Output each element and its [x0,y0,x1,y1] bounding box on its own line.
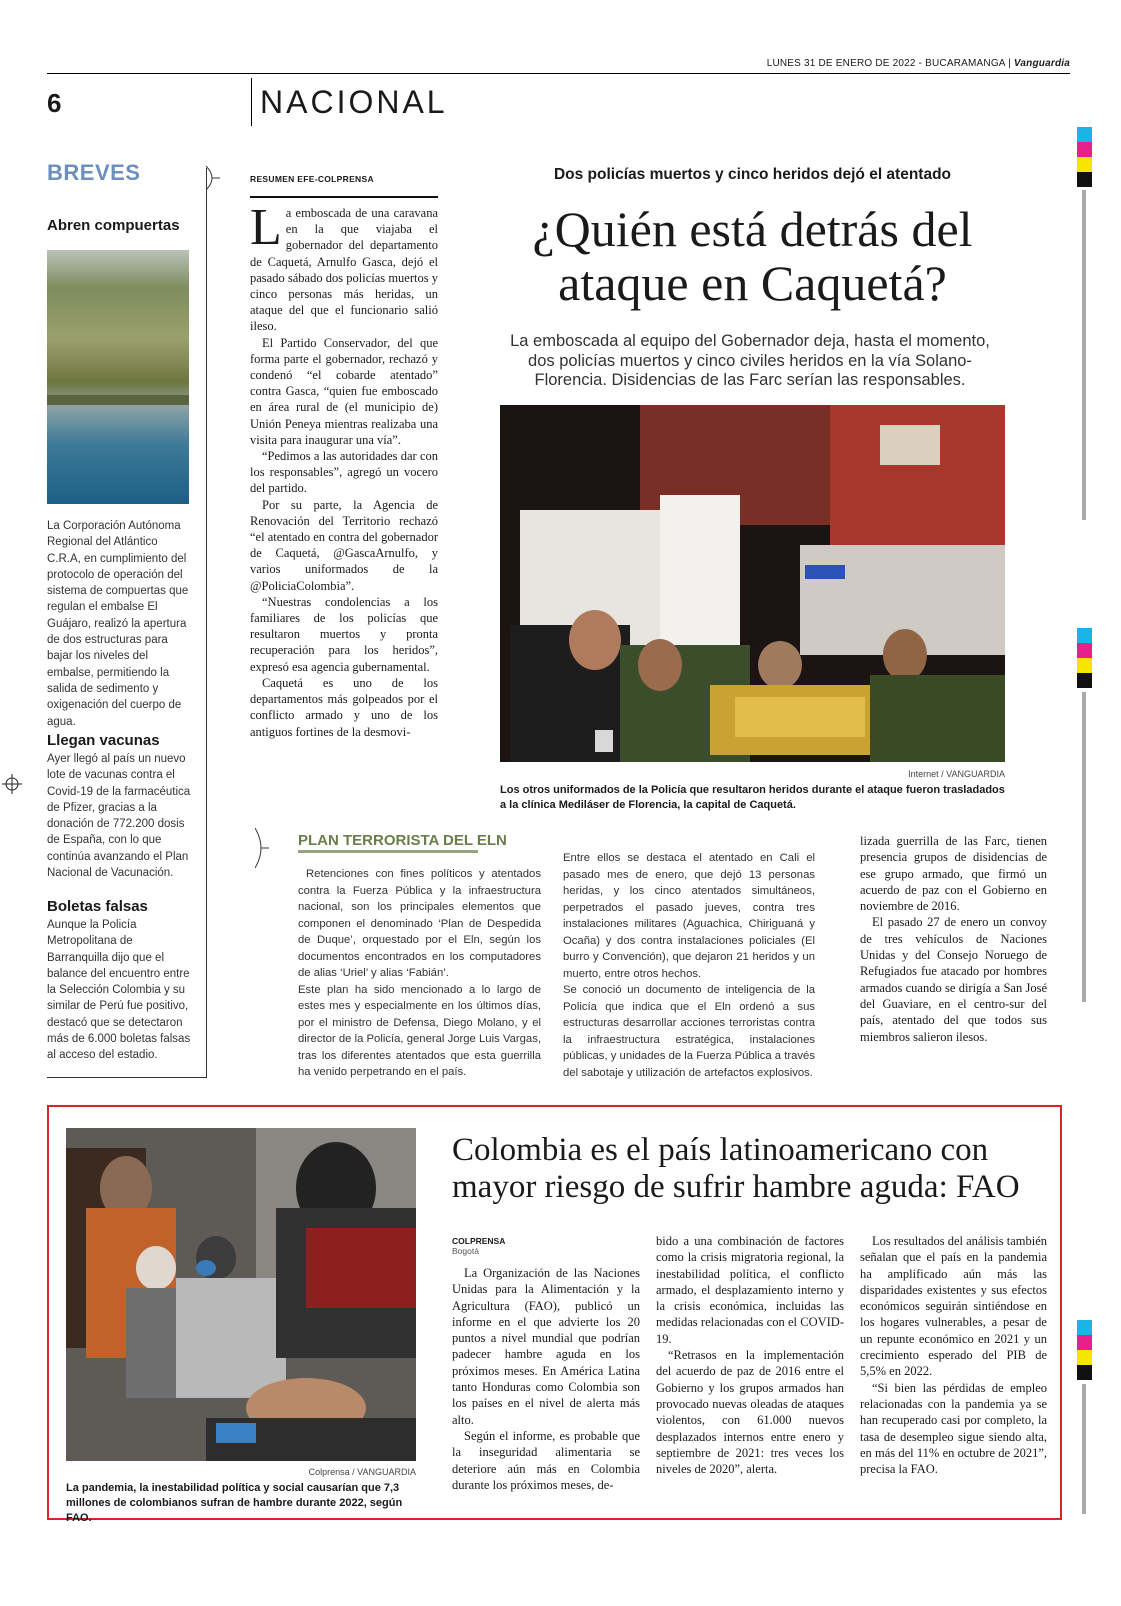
fao-paragraph: bido a una combinación de factores como la crisis migratoria regional, la inestabilidad política, el conflicto armado, el desplazamiento interno y la crisis económica, incluidas las medidas relacionadas con el COVID-19. [656,1234,844,1346]
breves-title: BREVES [47,160,141,185]
eln-title: PLAN TERRORISTA DEL ELN [298,832,507,849]
story-paragraph: “Pedimos a las autoridades dar con los responsables”, agregó un vocero del partido. [250,449,438,496]
eln-paragraph: Retenciones con fines políticos y atentados contra la Fuerza Pública y la infraestructura nacional, son los principales elementos que componen el denominado ‘Plan de Despedida de Duque’, orquestado por el Eln, según los documentos encontrados en los computadores de alias ‘Uriel’ y alias ‘Fabián’. [298,868,541,979]
story-paragraph: Caquetá es uno de los departamentos más golpeados por el conflicto armado y uno de los antiguos fortines de la desmovi- [250,675,438,739]
fao-kicker: COLPRENSA [452,1236,506,1246]
bracket-icon [255,828,269,868]
breve-headline: Llegan vacunas [47,732,160,749]
breve-body: Ayer llegó al país un nuevo lote de vacunas contra el Covid-19 de la farmacéutica de Pfizer, gracias a la donación de 772.200 dosis de España, con lo que continúa avanzando el Plan Nacional de Vacunación. [47,753,191,880]
first-paragraph: La emboscada de una caravana en la que viajaba el gobernador del departamento de Caquetá, Arnulfo Gasca, dejó el pasado sábado dos policías muertos y cinco personas más heridas, un ataque del que el funcionario salió ileso. [250,199,438,334]
header-rule [47,73,1070,74]
breve-headline: Abren compuertas [47,217,180,234]
reservoir-photo-water [47,405,189,504]
fao-byline [452,1236,505,1256]
fao-column-1 [452,1265,640,1493]
eln-paragraph: Entre ellos se destaca el atentado en Cali el pasado mes de enero, que dejó 13 personas heridas, y los cinco atentados simultáneos, perpetrados el pasado jueves, contra tres instalaciones militares (Aguachica, Chiriguaná y Ocaña) y dos contra instalaciones policiales (El burro y Convención), que dejaron 21 heridos y un muerto, entre otros hechos. [563,852,815,980]
fao-dateline-place: Bogotá [452,1246,479,1256]
fao-paragraph: Según el informe, es probable que la inseguridad alimentaria se deteriore aún más en Colombia durante los próximos meses, de- [452,1428,640,1492]
story-paragraph: El pasado 27 de enero un convoy de tres vehículos de Naciones Unidas y del Consejo Noruego de Refugiados fue atacado por hombres armados cuando se dirigía a San José del Guaviare, en el centro-sur del país, atentado del que todos sus miembros salieron ilesos. [860,915,1047,1044]
fao-paragraph: “Si bien las pérdidas de empleo relacionadas con la pandemia ya se han recuperado casi por completo, la tasa de desempleo sigue siendo alta, en más del 11% en octubre de 2021”, precisa la FAO. [860,1380,1047,1477]
breve-headline: Boletas falsas [47,898,148,915]
column-divider [47,1077,207,1078]
section-title: NACIONAL [260,84,448,120]
eln-title-underline [298,850,478,853]
eln-paragraph: Se conoció un documento de inteligencia de la Policía que indica que el Eln ordenó a sus estructuras desarrollar acciones terroristas contra la infraestructura estratégica, instalaciones públicas, y unidades de la Fuerza Pública a través del sabotaje y utilización de artefactos explosivos. [563,984,815,1079]
story-paragraph: El Partido Conservador, del que forma parte el gobernador, rechazó y condenó “el cobarde atentado” contra Gasca, “quien fue emboscado en área rural de (el municipio de) Unión Peneya mientras realizaba una visita para inaugurar una vía”. [250,335,438,447]
registration-line [1082,692,1086,1002]
fao-column-3 [860,1233,1047,1477]
drop-cap: L [250,199,282,256]
section-divider [251,78,252,126]
breve-body: Aunque la Policía Metropolitana de Barranquilla dijo que el balance del encuentro entre la Selección Colombia y su similar de Perú fue positivo, destacó que se detectaron más de 6.000 boletas falsas al acceso del estadio. [47,919,191,1062]
registration-line [1082,190,1086,520]
brand-name: Vanguardia [1013,58,1070,69]
eln-column-1 [298,866,541,1081]
crosshair-icon [2,774,22,794]
dateline: LUNES 31 DE ENERO DE 2022 - BUCARAMANGA | Vanguardia [766,58,1070,69]
photo-caption: Los otros uniformados de la Policía que resultaron heridos durante el ataque fueron trasladados a la clínica Mediláser de Florencia, la capital de Caquetá. [500,784,1005,811]
kicker-rule [250,196,438,198]
photo-credit: Colprensa / VANGUARDIA [308,1467,416,1477]
story-paragraph: Por su parte, la Agencia de Renovación del Territorio rechazó “el atentado en contra del gobernador de Caquetá, @GascaArnulfo, y varios uniformados de la @PoliciaColombia”. [250,497,438,593]
column-divider [206,168,207,1078]
eln-paragraph: Este plan ha sido mencionado a lo largo de estes mes y especialmente en los últimos días, por el ministro de Defensa, Diego Molano, y el director de la Policía, general Jorge Luis Vargas, tras los diferentes atentados que esta guerrilla ha venido perpetrando en el país. [298,983,541,1078]
fao-headline: Colombia es el país latinoamericano con mayor riesgo de sufrir hambre aguda: FAO [452,1132,1020,1205]
photo-caption: La pandemia, la inestabilidad política y social causarían que 7,3 millones de colombianos sufran de hambre durante 2022, según FAO. [66,1482,403,1524]
color-registration-mark [1077,127,1092,187]
fao-paragraph: Los resultados del análisis también señalan que el país en la pandemia ha amplificado aún más las disparidades existentes y sus efectos económicos seguirán sintiéndose en los hogares vulnerables, a pesar de un repunte económico en 2021 y un crecimiento esperado del PIB de 5,5% en 2022. [860,1234,1047,1379]
story-headline: ¿Quién está detrás del ataque en Caquetá? [532,201,973,311]
eln-column-2 [563,850,815,1081]
breve-body: La Corporación Autónoma Regional del Atlántico C.R.A, en cumplimiento del protocolo de operación del sistema de compuertas que regulan el embalse El Guájaro, realizó la apertura de dos estructuras para bajar los niveles del embalse, permitiendo la salida de sedimento y oxigenación del cuerpo de agua. [47,520,189,728]
lead-continuation [860,833,1047,1045]
fao-paragraph: La Organización de las Naciones Unidas para la Alimentación y la Agricultura (FAO), publicó un informe en el que advierte los 20 puntos a nivel mundial que podrían padecer hambre aguda en los próximos meses. En América Latina tanto Honduras como Colombia son los países en el nivel de alerta más alto. [452,1266,640,1427]
story-subhead: Dos policías muertos y cinco heridos dejó el atentado [553,166,952,183]
hunger-photo [66,1128,416,1461]
fao-column-2 [656,1233,844,1477]
ambulance-scene-illustration [500,405,1005,762]
photo-credit: Internet / VANGUARDIA [908,769,1005,779]
story-paragraph: “Nuestras condolencias a los familiares de los policías que resultaron muertos y pronta recuperación para los heridos”, expresó esa agencia gubernamental. [250,594,438,674]
lead-column [250,199,438,740]
hunger-scene-illustration [66,1128,416,1461]
fao-paragraph: “Retrasos en la implementación del acuerdo de paz de 2016 entre el Gobierno y los grupos armados han provocado nuevas oleadas de ataques violentos, con 61.000 nuevos desplazados internos entre enero y septiembre de 2021: tres veces los niveles de 2020”, alerta. [656,1348,844,1477]
color-registration-mark [1077,628,1092,688]
ambulance-scene-photo [500,405,1005,762]
story-deck: La emboscada al equipo del Gobernador deja, hasta el momento, dos policías muertos y cinco civiles heridos en la vía Solano-Florencia. Disidencias de las Farc serían las responsables. [510,332,990,389]
story-paragraph: lizada guerrilla de las Farc, tienen presencia grupos de disidencias de ese grupo armado, que firmó un acuerdo de paz con el Gobierno en noviembre de 2016. [860,834,1047,914]
story-kicker: RESUMEN EFE-COLPRENSA [250,174,374,184]
page-number: 6 [47,88,62,118]
color-registration-mark [1077,1320,1092,1380]
registration-line [1082,1384,1086,1514]
bracket-icon [206,166,220,190]
